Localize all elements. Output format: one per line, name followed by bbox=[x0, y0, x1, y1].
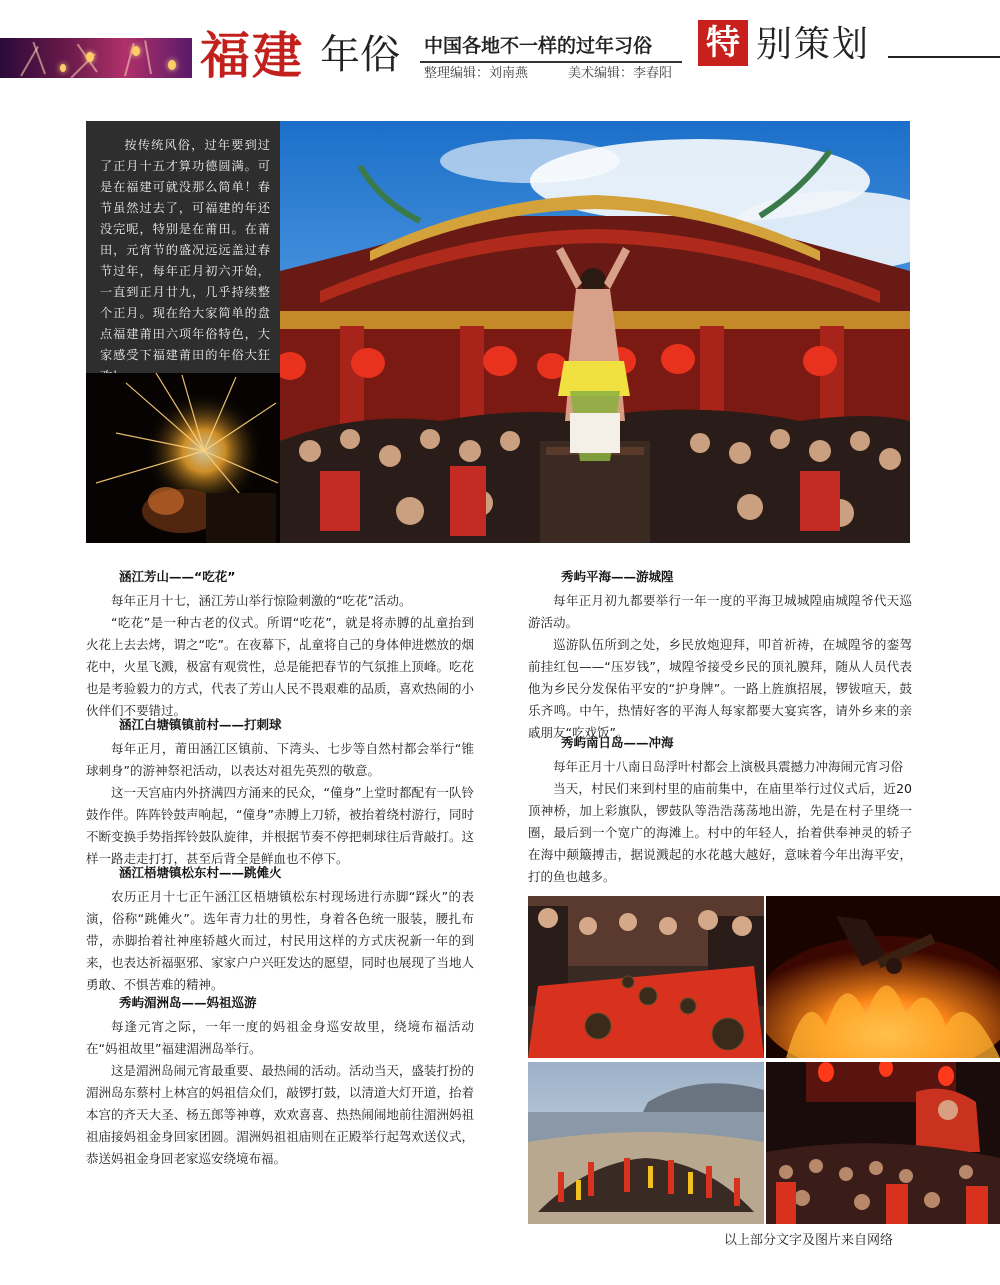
section-paragraph: “吃花”是一种古老的仪式。所谓“吃花”，就是将赤膊的乩童抬到火花上去去烤，谓之“吃”。在夜幕下，乩童将自己的身体伸进燃放的烟花中，火星飞溅，极富有观赏性，总是能把春节的气氛推上顶峰。吃花也是考验毅力的方式，代表了芳山人民不畏艰难的品质，喜欢热闹的小伙伴们不要错过。 bbox=[86, 615, 474, 718]
section-paragraph: 农历正月十七正午涵江区梧塘镇松东村现场进行赤脚“踩火”的表演，俗称“跳傩火”。选年青力壮的男性，身着各色统一服装，腰扎布带，赤脚抬着社神座轿越火而过，村民用这样的方式庆祝新一年的到来，也表达祈福驱邪、家家户户兴旺发达的愿望，同时也展现了当地人勇敢、不惧苦难的精神。 bbox=[86, 889, 474, 992]
section-paragraph: 这是湄洲岛闹元宵最重要、最热闹的活动。活动当天，盛装打扮的湄洲岛东蔡村上林宫的妈祖信众们，敲锣打鼓，以清道大灯开道，抬着本宫的齐天大圣、杨五郎等神尊，欢欢喜喜、热热闹闹地前往湄洲妈祖祖庙接妈祖金身回家团圆。湄洲妈祖祖庙则在正殿举行起驾欢送仪式，恭送妈祖金身回老家巡安绕境布福。 bbox=[86, 1063, 474, 1166]
section-title: 涵江白塘镇镇前村——打刺球 bbox=[119, 717, 282, 732]
page-title-sub: 年俗 bbox=[320, 32, 400, 78]
section-meizhou bbox=[86, 994, 474, 1170]
editor-credit: 整理编辑：刘南燕 bbox=[424, 66, 529, 81]
section-paragraph: 每逢元宵之际，一年一度的妈祖金身巡安故里，绕境布福活动在“妈祖故里”福建湄洲岛举行。 bbox=[86, 1019, 474, 1056]
special-label: 别策划 bbox=[756, 24, 871, 65]
theme-underline bbox=[420, 61, 682, 63]
section-title: 秀屿平海——游城隍 bbox=[561, 569, 674, 584]
section-paragraph: 每年正月初九都要举行一年一度的平海卫城城隍庙城隍爷代天巡游活动。 bbox=[528, 593, 912, 630]
section-title: 涵江芳山——“吃花” bbox=[119, 569, 236, 584]
section-paragraph: 每年正月，莆田涵江区镇前、下湾头、七步等自然村都会举行“锥球刺身”的游神祭祀活动，以表达对祖先英烈的敬意。 bbox=[86, 741, 474, 778]
header-banner-image bbox=[0, 38, 192, 78]
section-paragraph: 当天，村民们来到村里的庙前集中，在庙里举行过仪式后，近20顶神桥，加上彩旗队，锣鼓队等浩浩荡荡地出游，先是在村子里绕一圈，最后到一个宽广的海滩上。村中的年轻人，抬着供奉神灵的轿子在海中颠簸搏击，据说溅起的水花越大越好，意味着今年出海平安，打的鱼也越多。 bbox=[528, 781, 912, 884]
art-editor-credit: 美术编辑：李春阳 bbox=[568, 66, 673, 81]
intro-box bbox=[86, 121, 280, 373]
special-badge: 特 bbox=[698, 20, 748, 66]
section-nanri bbox=[528, 734, 912, 888]
photo-beach-procession bbox=[528, 1062, 764, 1224]
section-paragraph: 每年正月十八南日岛浮叶村都会上演极具震撼力冲海闹元宵习俗 bbox=[553, 759, 904, 774]
photo-fire-walk bbox=[766, 896, 1000, 1058]
series-theme: 中国各地不一样的过年习俗 bbox=[424, 35, 653, 57]
section-paragraph: 巡游队伍所到之处，乡民放炮迎拜，叩首祈祷，在城隍爷的銮驾前挂红包——“压岁钱”，城隍爷接受乡民的顶礼膜拜，随从人员代表他为乡民分发保佑平安的“护身牌”。一路上旌旗招展，锣钹喧天，鼓乐齐鸣。中午，热情好客的平海人每家都要大宴宾客，请外乡来的亲戚朋友“吃戏饭”。 bbox=[528, 637, 912, 740]
image-credit: 以上部分文字及图片来自网络 bbox=[724, 1233, 894, 1248]
section-fangshan bbox=[86, 568, 474, 722]
section-title: 涵江梧塘镇松东村——跳傩火 bbox=[119, 865, 282, 880]
section-title: 秀屿南日岛——冲海 bbox=[561, 735, 674, 750]
photo-chestnut-ritual bbox=[528, 896, 764, 1058]
section-pinghai bbox=[528, 568, 912, 744]
page-title-main: 福建 bbox=[200, 26, 304, 85]
section-title: 秀屿湄洲岛——妈祖巡游 bbox=[119, 995, 257, 1010]
firework-photo bbox=[86, 373, 280, 543]
photo-night-parade bbox=[766, 1062, 1000, 1224]
section-paragraph: 每年正月十七，涵江芳山举行惊险刺激的“吃花”活动。 bbox=[111, 593, 412, 608]
intro-text: 按传统风俗，过年要到过了正月十五才算功德圆满。可是在福建可就没那么简单！春节虽然过去了，可福建的年还没完呢，特别是在莆田。在莆田，元宵节的盛况远远盖过春节过年，每年正月初六开始，一直到正月廿九，几乎持续整个正月。现在给大家简单的盘点福建莆田六项年俗特色，大家感受下福建莆田的年俗大狂 bbox=[100, 138, 270, 362]
hero-photo-temple-ritual bbox=[280, 121, 910, 543]
section-songdong bbox=[86, 864, 474, 996]
header-rule bbox=[888, 56, 1000, 58]
section-zhenqian bbox=[86, 716, 474, 870]
section-paragraph: 这一天宫庙内外挤满四方涌来的民众，“僮身”上堂时都配有一队铃鼓作伴。阵阵铃鼓声响起，“僮身”赤膊上刀轿，被抬着绕村游行，同时不断变换手势指挥铃鼓队旋律，并根据节奏不停把刺球往后背敲打。这样一路走走打打，甚至后背全是鲜血也不停下。 bbox=[86, 785, 474, 866]
